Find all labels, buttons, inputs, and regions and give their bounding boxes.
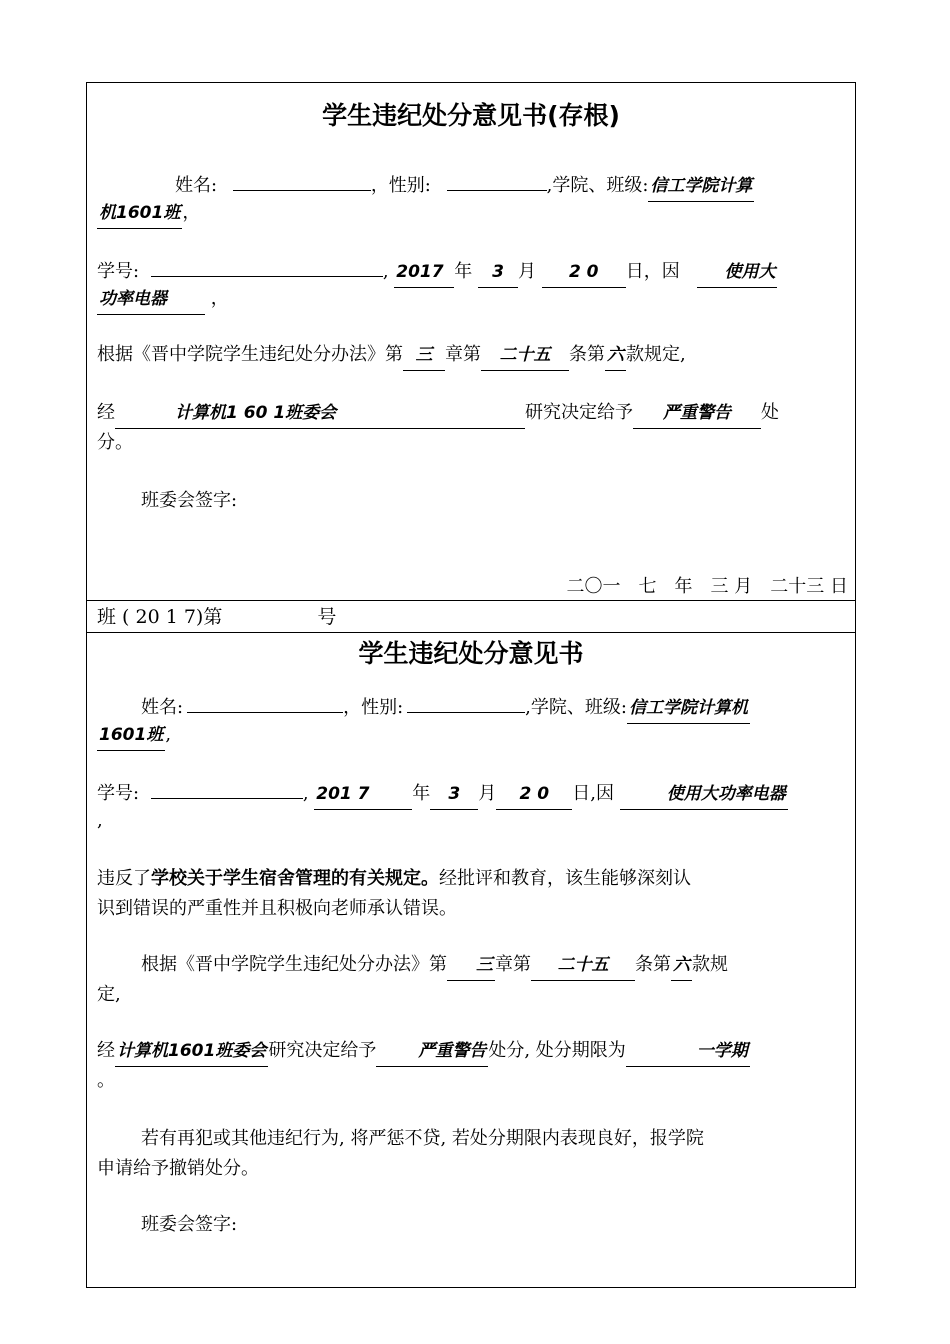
stub-name-line [97,168,847,202]
committee-value: 计算机1601班委会 [115,1036,268,1067]
period-label: 处分, 处分期限为 [488,1040,626,1061]
article-value: 二十五 [481,340,569,371]
gender-label: ，性别: [343,697,404,718]
comma: , [165,724,172,745]
notice-warning-line-2: 申请给予撤销处分。 [97,1158,259,1179]
notice-decision-line-2: 。 [97,1070,115,1091]
name-field[interactable] [233,168,371,191]
penalty-value: 严重警告 [376,1036,488,1067]
month-label: 月 [478,783,497,804]
notice-id-line-2: , [97,810,103,831]
reason-value: 使用大功率电器 [620,779,788,810]
comma: ， [210,288,229,309]
comma: ， [182,202,201,223]
clause-label: 款规 [692,954,728,975]
article-label: 条第 [569,344,605,365]
year-value: 2017 [394,257,454,288]
article-value: 二十五 [531,950,635,981]
chapter-label: 章第 [495,954,531,975]
college-value: 信工学院计算 [648,171,754,202]
chapter-label: 章第 [445,344,481,365]
stub-id-line-2 [97,284,847,315]
day-value: 2 0 [542,257,626,288]
college-value: 信工学院计算机 [627,693,750,724]
notice-signature-label: 班委会签字: [141,1214,238,1235]
clause-value: 六 [671,950,692,981]
penalty-suffix: 处 [761,402,779,423]
notice-basis-line [97,950,847,981]
document-number: 班 ( 20 1 7)第 号 [97,606,337,628]
student-id-field[interactable] [151,776,303,799]
notice-divider [86,632,856,633]
notice-title: 学生违纪处分意见书 [358,639,584,668]
period-value: 一学期 [626,1036,750,1067]
notice-id-line: 学号: , 201 7 年 3 月 2 0 日,因 使用大功率电器 [97,776,847,810]
committee-value: 计算机1 60 1班委会 [115,398,525,429]
gender-label: ，性别: [370,175,431,196]
basis-prefix: 根据《晋中学院学生违纪处分办法》第 [97,344,403,365]
month-value: 3 [430,779,478,810]
basis-prefix: 根据《晋中学院学生违纪处分办法》第 [141,954,447,975]
reason-value: 使用大 [697,257,777,288]
student-id-field[interactable] [151,254,383,277]
class-value: 机1601班 [97,198,182,229]
violation-suffix: 经批评和教育，该生能够深刻认 [439,868,691,889]
gender-field[interactable] [407,690,525,713]
decision-label: 研究决定给予 [268,1040,377,1061]
notice-name-line-2 [97,720,847,751]
via-label: 经 [97,402,115,423]
month-label: 月 [518,261,536,282]
clause-label: 款规定, [626,344,686,365]
notice-decision-line [97,1036,847,1067]
college-label: ,学院、班级: [525,697,627,718]
month-value: 3 [478,257,518,288]
stub-id-line: 学号: , 2017 年 3 月 2 0 日，因 使用大 [97,254,847,288]
stub-signature-label: 班委会签字: [141,490,238,511]
year-label: 年 [412,783,431,804]
notice-basis-line-2: 定, [97,984,121,1005]
student-id-label: 学号: [97,261,140,282]
notice-violation-line-2: 识到错误的严重性并且积极向老师承认错误。 [97,898,457,919]
penalty-value: 严重警告 [633,398,761,429]
decision-label: 研究决定给予 [525,402,633,423]
stub-name-line-2 [97,198,847,229]
name-label: 姓名: [141,697,184,718]
college-label: ,学院、班级: [546,175,649,196]
name-label: 姓名: [175,175,218,196]
year-value: 201 7 [314,779,412,810]
stub-date: 二〇一 七 年 三 月 二十三 日 [566,576,848,597]
student-id-label: 学号: [97,783,140,804]
article-label: 条第 [635,954,671,975]
violation-prefix: 违反了 [97,868,151,889]
day-label: 日,因 [572,783,614,804]
violation-rule: 学校关于学生宿舍管理的有关规定。 [151,868,439,889]
chapter-value: 三 [447,950,495,981]
stub-basis-line [97,340,847,371]
clause-value: 六 [605,340,626,371]
stub-decision-line [97,398,847,429]
stub-title: 学生违纪处分意见书(存根) [322,101,620,130]
stub-decision-line-2: 分。 [97,432,133,453]
notice-name-line [97,690,847,724]
notice-warning-line: 若有再犯或其他违纪行为, 将严惩不贷, 若处分期限内表现良好，报学院 [141,1128,704,1149]
gender-field[interactable] [447,168,547,191]
notice-violation-line [97,864,847,894]
class-value: 1601班 [97,720,165,751]
day-label: 日，因 [625,261,680,282]
name-field[interactable] [187,690,343,713]
year-label: 年 [454,261,473,282]
chapter-value: 三 [403,340,445,371]
day-value: 2 0 [496,779,572,810]
reason-value-2: 功率电器 [97,284,205,315]
via-label: 经 [97,1040,115,1061]
